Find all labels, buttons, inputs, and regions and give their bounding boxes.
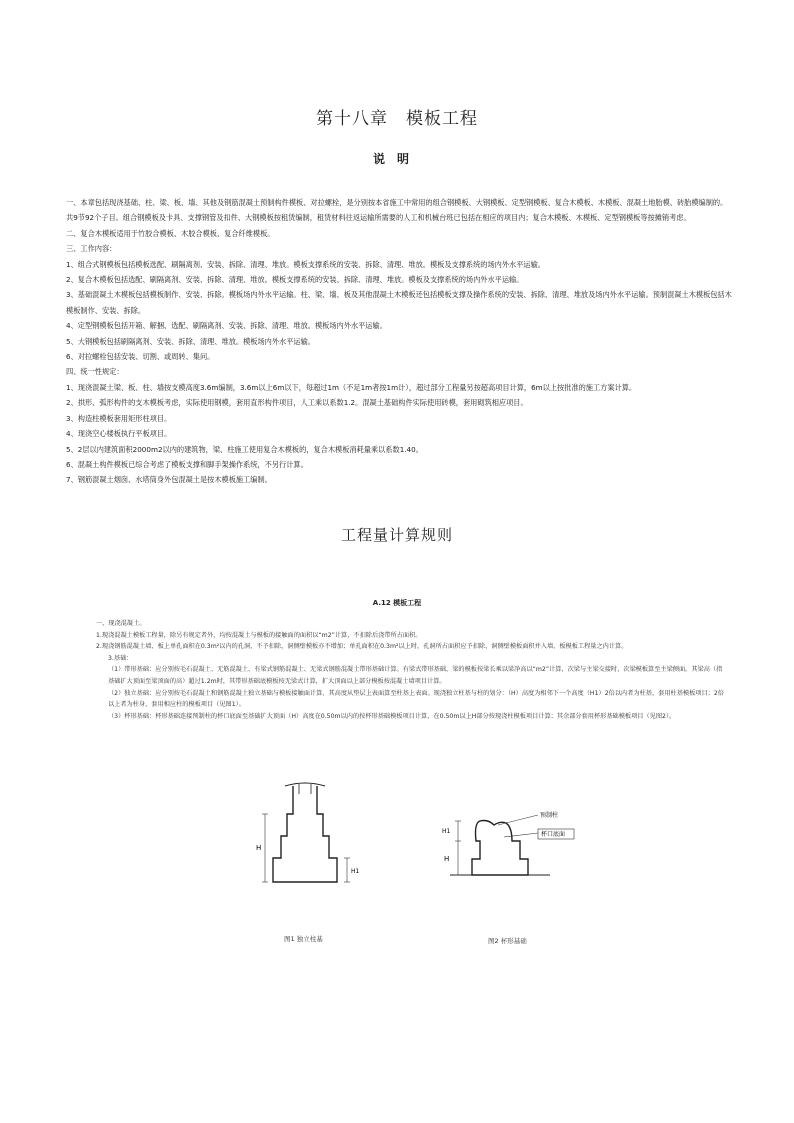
a12-line: 一、现浇混凝土。: [96, 620, 146, 627]
column-line: [299, 784, 311, 794]
label-h: H: [256, 844, 262, 852]
leader-precast: [498, 815, 538, 825]
figure-cup-footing: [428, 803, 588, 903]
break-line: [285, 783, 325, 786]
a12-line: 1.现浇混凝土模板工程量，除另有规定者外，均按混凝土与模板的接触面的面积以“m2”计算，不扣除后浇带所占面积。: [96, 631, 422, 639]
desc-para: 三、工作内容：: [66, 244, 117, 254]
a12-line: 2.现浇钢筋混凝土墙、板上单孔面积在0.3m²以内的孔洞，不予扣除，洞侧壁模板亦不增加；单孔面积在0.3m²以上时，孔洞所占面积应予扣除，洞侧壁模板面积并入墙、板模板工程量之内计算。: [96, 643, 628, 651]
section-title: 说明: [372, 152, 421, 166]
label-cup-bottom: 杯口底面: [541, 831, 566, 838]
desc-para: 二、复合木模板适用于竹胶合模板、木胶合模板、复合纤维模板。: [66, 228, 275, 238]
a12-line: （2）独立基础：应分别按毛石混凝土和钢筋混凝土独立基础与模板接触面计算，其高度从垫层上表面算至柱基上表面。现浇独立柱基与柱的划分：（H）高度为相邻下一个高度（H1）2倍以内者为柱基，套用柱基模板项目；2倍以上者为柱身，套用相应柱的模板项目（见图1）。: [108, 689, 724, 709]
a12-title: A.12 模板工程: [372, 599, 422, 607]
desc-para: 4、定型钢模板包括开箱、解捆、选配、刷隔离剂、安装、拆除、清理、堆放。模板场内外水平运输。: [66, 321, 387, 331]
desc-para: 一、本章包括现浇基础、柱、梁、板、墙、其他及钢筋混凝土预制构件模板、对拉螺栓，是分别按本省施工中常用的组合钢模板、大钢模板、定型钢模板、复合木模板、木模板、混凝土地胎模、砖胎模编制的。共9节92个子目。组合钢模板及卡具、支撑钢管及扣件、大钢模板按租赁编制，租赁材料往返运输所需要的人工和机械台班已包括在相应的项目内；复合木模板、木模板、定型钢模板等按摊销考虑。: [66, 198, 728, 223]
a12-line: （3）杯形基础：杯形基础连接预制柱的杯口底面至基础扩大顶面（H）高度在0.50m以内的按杯形基础模板项目计算，在0.50m以上H部分按现浇柱模板项目计算；其余部分套用杯形基础模板项目（见图2）。: [108, 712, 676, 720]
desc-para: 4、现浇空心楼板执行平板项目。: [66, 429, 172, 439]
desc-para: 7、钢筋混凝土烟囱、水塔筒身外包混凝土是按木模板施工编制。: [66, 475, 272, 485]
figure1-caption: 图1 独立柱基: [284, 935, 323, 943]
footing-outline: [273, 786, 337, 882]
desc-para: 1、现浇混凝土梁、板、柱、墙按支模高度3.6m编制，3.6m以上6m以下，每超过1m（不足1m者按1m计），超过部分工程量另按超高项目计算，6m以上按批准的施工方案计算。: [66, 382, 637, 392]
figure2-caption: 图2 杯形基础: [488, 937, 527, 945]
desc-para: 2、复合木模板包括选配、刷隔离剂、安装、拆除、清理、堆放。模板支撑系统的安装、拆除、清理、堆放。模板及支撑系统的场内外水平运输。: [66, 275, 524, 285]
rules-title: 工程量计算规则: [340, 526, 453, 544]
label-h1: H1: [351, 868, 360, 875]
desc-para: 3、基础混凝土木模板包括模板制作、安装、拆除。模板场内外水平运输。柱、梁、墙、板及其他混凝土木模板还包括模板支撑及操作系统的安装、拆除、清理、堆放及场内外水平运输。预制混凝土木模板包括木模板制作、安装、拆除。: [66, 290, 732, 315]
desc-para: 四、统一性规定：: [66, 367, 124, 377]
desc-para: 2、拱形、弧形构件的支木模板考虑，实际使用钢模，套用直形构件项目，人工乘以系数1.2。混凝土基础构件实际使用砖模，套用砌筑相应项目。: [66, 398, 528, 408]
desc-para: 1、组合式钢模板包括模板选配、刷隔离剂、安装、拆除、清理、堆放。模板支撑系统的安装、拆除、清理、堆放。模板及支撑系统的场内外水平运输。: [66, 259, 545, 269]
desc-para: 3、构造柱模板套用矩形柱项目。: [66, 413, 172, 423]
a12-block: [84, 618, 724, 722]
chapter-title: 第十八章 模板工程: [316, 109, 478, 129]
desc-para: 5、大钢模板包括刷隔离剂、安装、拆除、清理、堆放。模板场内外水平运输。: [66, 336, 315, 346]
a12-line: （1）带形基础：应分别按毛石混凝土、无筋混凝土、有梁式钢筋混凝土、无梁式钢筋混凝土带形基础计算。有梁式带形基础，梁的模板按梁长乘以梁净高以“m2”计算，次梁与主梁交接时，次梁模板算至主梁侧面。其梁高（指基础扩大顶面至梁顶面的高）超过1.2m时，其带形基础底模板按无梁式计算，扩大顶面以上部分模板按混凝土墙项目计算。: [108, 666, 723, 685]
desc-para: 6、混凝土构件模板已综合考虑了模板支撑和脚手架操作系统，不另行计算。: [66, 459, 308, 469]
a12-line: 3.基础：: [108, 654, 133, 662]
figure-isolated-footing: [255, 778, 375, 898]
label-precast: 预制柱: [540, 812, 559, 819]
cup-outline: [472, 821, 528, 876]
label-h1: H1: [442, 828, 451, 835]
desc-para: 5、2层以内建筑面积2000m2以内的建筑物，梁、柱施工使用复合木模板的，复合木模板消耗量乘以系数1.40。: [66, 444, 423, 454]
desc-para: 6、对拉螺栓包括安装、切割、或周转、集问。: [66, 352, 215, 362]
leader-cup: [504, 833, 538, 837]
description-block: [66, 195, 734, 488]
label-h: H: [444, 855, 450, 863]
